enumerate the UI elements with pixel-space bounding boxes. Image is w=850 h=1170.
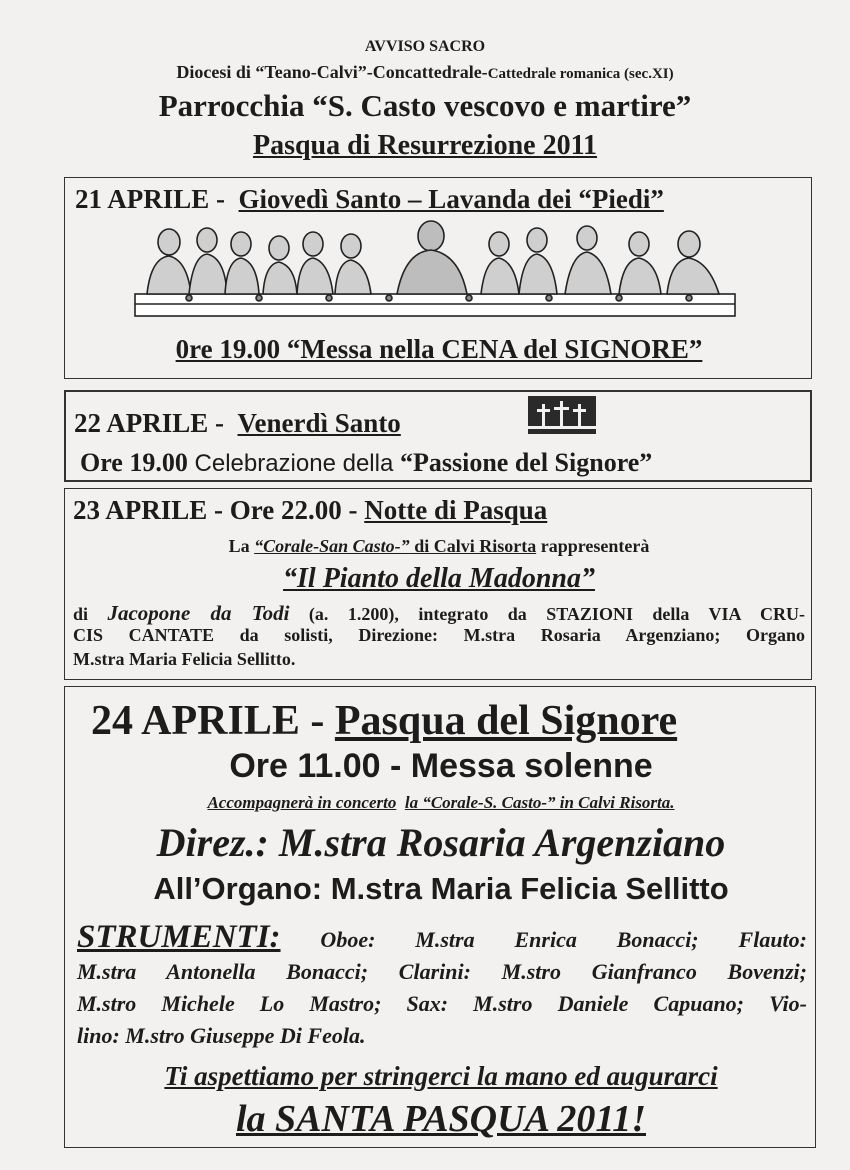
event-24-instruments-2: M.stra Antonella Bonacci; Clarini: M.stro Gianfranco Bovenzi; [77, 959, 807, 984]
accomp-choir: la “Corale-S. Casto-” in Calvi Risorta. [404, 793, 675, 812]
last-supper-illustration [129, 218, 741, 326]
event-21-time: 0re 19.00 “Messa nella CENA del SIGNORE” [175, 334, 703, 364]
event-23-title: Notte di Pasqua [364, 495, 548, 525]
accomp-text: Accompagnerà in concerto [207, 793, 397, 812]
event-23-desc-1 [73, 601, 805, 626]
closing-line-1: Ti aspettiamo per stringerci la mano ed augurarci [164, 1061, 718, 1091]
parish-title: Parrocchia “S. Casto vescovo e martire” [158, 88, 692, 123]
event-22-date: 22 APRILE - [74, 408, 225, 438]
choir-name: “Corale-San Casto-” [254, 536, 410, 556]
event-box-22-april [64, 390, 812, 482]
event-24-director: Direz.: M.stra Rosaria Argenziano [156, 820, 726, 865]
desc-prefix: di [73, 604, 108, 624]
event-24-instruments-4: lino: M.stro Giuseppe Di Feola. [77, 1023, 366, 1048]
desc-rest: (a. 1.200), integrato da STAZIONI della VIA CRU- [289, 604, 806, 624]
event-23-desc-2: CIS CANTATE da solisti, Direzione: M.stra Rosaria Argenziano; Organo [73, 625, 805, 645]
event-23-choir-line [65, 536, 813, 557]
closing-line-2: la SANTA PASQUA 2011! [235, 1098, 647, 1140]
choir-town: di Calvi Risorta [409, 536, 537, 556]
event-24-time: Ore 11.00 - Messa solenne [229, 747, 653, 785]
event-24-instruments-1 [77, 919, 807, 956]
diocese-name: Diocesi di “Teano-Calvi”-Concattedrale- [176, 62, 488, 82]
three-crosses-icon [528, 396, 596, 434]
event-22-header [74, 408, 401, 439]
event-23-header [73, 495, 547, 526]
event-22-time-hour: Ore 19.00 [80, 448, 188, 477]
event-24-instruments-3: M.stro Michele Lo Mastro; Sax: M.stro Daniele Capuano; Vio- [77, 991, 807, 1016]
event-22-description: Celebrazione della [187, 450, 400, 477]
event-21-date: 21 APRILE - [75, 184, 226, 214]
cathedral-note: Cattedrale romanica (sec.XI) [487, 66, 674, 82]
event-24-header [91, 697, 677, 745]
choir-verb: rappresenterà [536, 536, 650, 556]
event-box-21-april [64, 177, 812, 379]
event-22-passion: “Passione del Signore” [399, 448, 653, 477]
event-22-title: Venerdì Santo [237, 408, 401, 438]
event-24-title: Pasqua del Signore [334, 698, 678, 744]
notice-label: AVVISO SACRO [364, 38, 486, 55]
author-name: Jacopone da Todi [107, 601, 290, 625]
choir-prefix: La [228, 536, 255, 556]
event-24-date: 24 APRILE - [91, 698, 325, 744]
event-box-23-april [64, 488, 812, 680]
event-23-work-title: “Il Pianto della Madonna” [283, 563, 595, 594]
instruments-label: STRUMENTI: [77, 919, 281, 955]
event-22-time [80, 448, 652, 478]
event-21-header [75, 184, 664, 215]
event-23-desc-3: M.stra Maria Felicia Sellitto. [73, 649, 296, 669]
instruments-text-1: Oboe: M.stra Enrica Bonacci; Flauto: [280, 927, 807, 952]
easter-title: Pasqua di Resurrezione 2011 [252, 130, 598, 161]
diocese-line [0, 62, 850, 83]
event-24-organist: All’Organo: M.stra Maria Felicia Sellitto [153, 871, 729, 906]
event-23-date: 23 APRILE - Ore 22.00 - [73, 495, 358, 525]
event-21-title: Giovedì Santo – Lavanda dei “Piedi” [238, 184, 664, 214]
event-box-24-april [64, 686, 816, 1148]
event-24-accompaniment [65, 793, 817, 813]
